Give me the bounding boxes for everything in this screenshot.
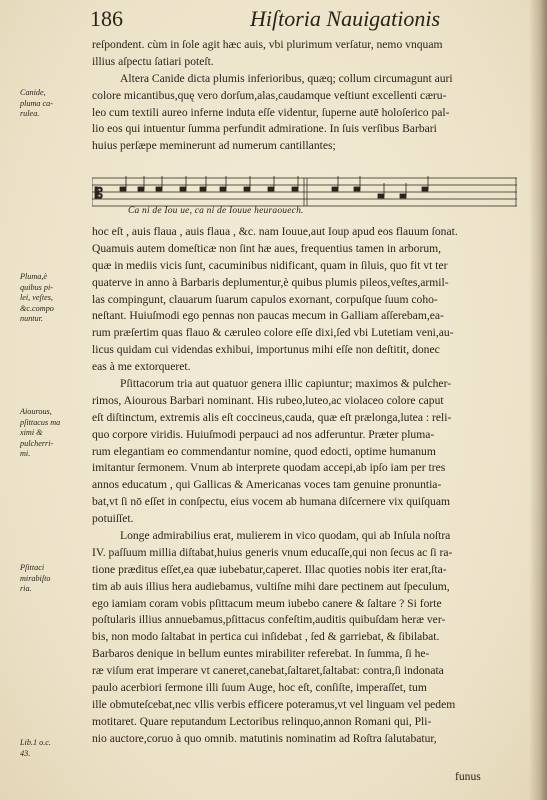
margin-note-line: mi. (20, 449, 31, 458)
text-line: rum elegantiam eo commendantur nomine, quod edocti, optime humanum (92, 444, 436, 458)
margin-note-line: ximi & (20, 428, 43, 437)
text-line: eſt diſtinctum, extremis alis eſt coccineus,cauda, quæ eſt prælonga,lutea : reli- (92, 410, 452, 424)
text-line: lio eos qui intuentur ſumma perfundit admiratione. In ſuis verſibus Barbari (92, 122, 437, 136)
text-line: potuiſſet. (92, 512, 134, 526)
text-line: nio auctore,coruo à quo omnib. matutinis nominatim ad Roſtra ſalutabatur, (92, 731, 437, 745)
margin-note-pluma (20, 272, 88, 325)
margin-note-line: lei, veſtes, (20, 293, 53, 302)
margin-note-line: quibus pi- (20, 282, 53, 292)
margin-note-line: ria. (20, 584, 32, 593)
text-line: Longe admirabilius erat, mulierem in vico quodam, qui ab Inſula noſtra (120, 529, 451, 543)
margin-note-lib (20, 738, 88, 759)
text-line: Altera Canide dicta plumis inferioribus, quæq; collum circumagunt auri (120, 71, 453, 85)
music-staff (92, 176, 517, 208)
margin-note-line: Aiourous, (20, 407, 52, 416)
text-line: Barbaros denique in bellum euntes mirabiliter referebat. In ſumma, ſi he- (92, 647, 430, 661)
text-line: paulo acerbiori ſermone illi ſuum Auge, hoc eſt, conſiſte, imperaſſet, tum (92, 681, 427, 695)
text-line: IV. paſſuum millia diſtabat,huius generis vnum educaſſe,qui non ſecus ac ſi ra- (92, 545, 453, 559)
text-line: ego iamiam coram vobis pſittacum meum iubebo canere & ſaltare ? Si forte (92, 596, 442, 610)
text-line: rimos, Aiourous Barbari nominant. His rubeo,luteo,ac violaceo colore caput (92, 393, 444, 407)
page-number: 186 (90, 6, 123, 31)
text-line: reſpondent. cùm in ſole agit hæc auis, vbi plurimum verſatur, nemo vnquam (92, 38, 443, 51)
margin-note-line: 43. (20, 748, 31, 758)
text-line: leo cum textili aureo inferne induta eſſe videntur, ſuperne autē holoſerico pal- (92, 105, 450, 119)
margin-note-line: Pſittaci (20, 563, 45, 572)
text-line: poſtularis illius annuebamus,pſittacus confeſtim,auditis quibuſdam heræ ver- (92, 613, 446, 627)
margin-note-line: Lib.1 o.c. (20, 738, 51, 747)
text-block-top (92, 37, 517, 155)
margin-note-psittaci (20, 563, 88, 595)
catchword: funus (455, 770, 481, 783)
text-line: tione præditus eſſet,ea quæ iubebatur,caperet. Illac quoties nobis iter erat,ſta- (92, 562, 447, 576)
text-line: imitantur ſermonem. Vnum ab interprete quodam accepi,ab ipſo iam per tres (92, 461, 446, 475)
text-line: illius aſpectu ſatiari poteſt. (92, 54, 214, 68)
page-edge-shadow (529, 0, 547, 800)
music-lyric: Ca ni de Iou ue, ca ni de Iouue heuraouech. (128, 206, 304, 216)
text-line: colore micantibus,quę vero dorſum,alas,caudamque veſtiunt excellenti cæru- (92, 88, 447, 102)
text-line: Quamuis autem domeſticæ non ſint hæ aues, frequentius tamen in arborum, (92, 241, 442, 255)
margin-note-canide (20, 88, 88, 120)
text-line: ille obmuteſcebat,nec vllis verbis efficere poteramus,vt vel linguam vel pedem (92, 697, 456, 711)
text-line: quæ in mediis vicis ſunt, cacuminibus nidificant, quam in ſiluis, quo fit vt ter (92, 258, 448, 272)
margin-note-line: mirabiſto (20, 573, 51, 583)
text-line: tim ab auis illius hera audiebamus, vultiſne mihi dare pectinem aut ſpeculum, (92, 579, 450, 593)
text-line: las compingunt, clauarum ſuarum capulos exornant, corpuſque ſuum coho- (92, 292, 438, 306)
text-line: quaterve in anno à Barbaris deplumentur,è quibus plumis pileos,veſtes,armil- (92, 275, 449, 289)
text-line: rum præſertim quas flauo & cæruleo colore eſſe dixi,ſed vbi Lutetiam veni,au- (92, 326, 454, 340)
text-line: bat,vt ſi nō eſſet in conſpectu, eius vocem ab humana diſcernere vix quiſquam (92, 495, 451, 509)
margin-note-line: nuntur. (20, 314, 43, 323)
margin-note-line: Pluma,è (20, 272, 48, 281)
text-block-main (92, 224, 517, 748)
text-line: annos educatum , qui Gallicas & Americanas voces tam genuine pronuntia- (92, 478, 442, 492)
text-line: ræ viſum erat imperare vt caneret,canebat,ſaltaret,ſaltabat: contra,ſi indonata (92, 664, 444, 678)
text-line: motitaret. Quare reputandum Lectoribus relinquo,annon Romani qui, Pli- (92, 714, 432, 728)
running-head: Hiſtoria Nauigationis (250, 6, 441, 31)
text-line: Pſittacorum tria aut quatuor genera illic capiuntur; maximos & pulcher- (120, 377, 452, 391)
margin-note-line: Canide, (20, 88, 46, 97)
text-line: licus quidam cui videndas exhibui, importunus mihi eſſe non deſtitit, donec (92, 343, 440, 357)
svg-text:𝄡: 𝄡 (95, 186, 103, 202)
text-line: hoc eſt , auis flaua , auis flaua , &c. nam Iouue,aut Ioup apud eos flauum ſonat. (92, 225, 458, 238)
text-line: quo corpore viridis. Huiuſmodi perpauci ad nos adferuntur. Præter pluma- (92, 427, 435, 441)
text-line: neſtant. Huiuſmodi ego pennas non paucas mecum in Galliam aſſerebam,ea- (92, 309, 444, 323)
text-line: huius perſæpe meminerunt ad numerum cantillantes; (92, 139, 336, 153)
text-line: bis, non modo ſaltabat in pertica cui inſidebat , ſed & garriebat, & ſibilabat. (92, 630, 440, 644)
margin-note-line: pſittacus ma (20, 417, 61, 427)
music-notation (92, 168, 517, 224)
margin-note-line: pluma ca- (20, 98, 53, 108)
margin-note-line: &c.compo (20, 303, 54, 313)
text-line: eas à me extorqueret. (92, 360, 191, 374)
margin-note-aiourous (20, 407, 88, 460)
margin-note-line: pulcherri- (20, 438, 54, 448)
page-header (90, 6, 510, 36)
margin-note-line: rulea. (20, 109, 40, 118)
